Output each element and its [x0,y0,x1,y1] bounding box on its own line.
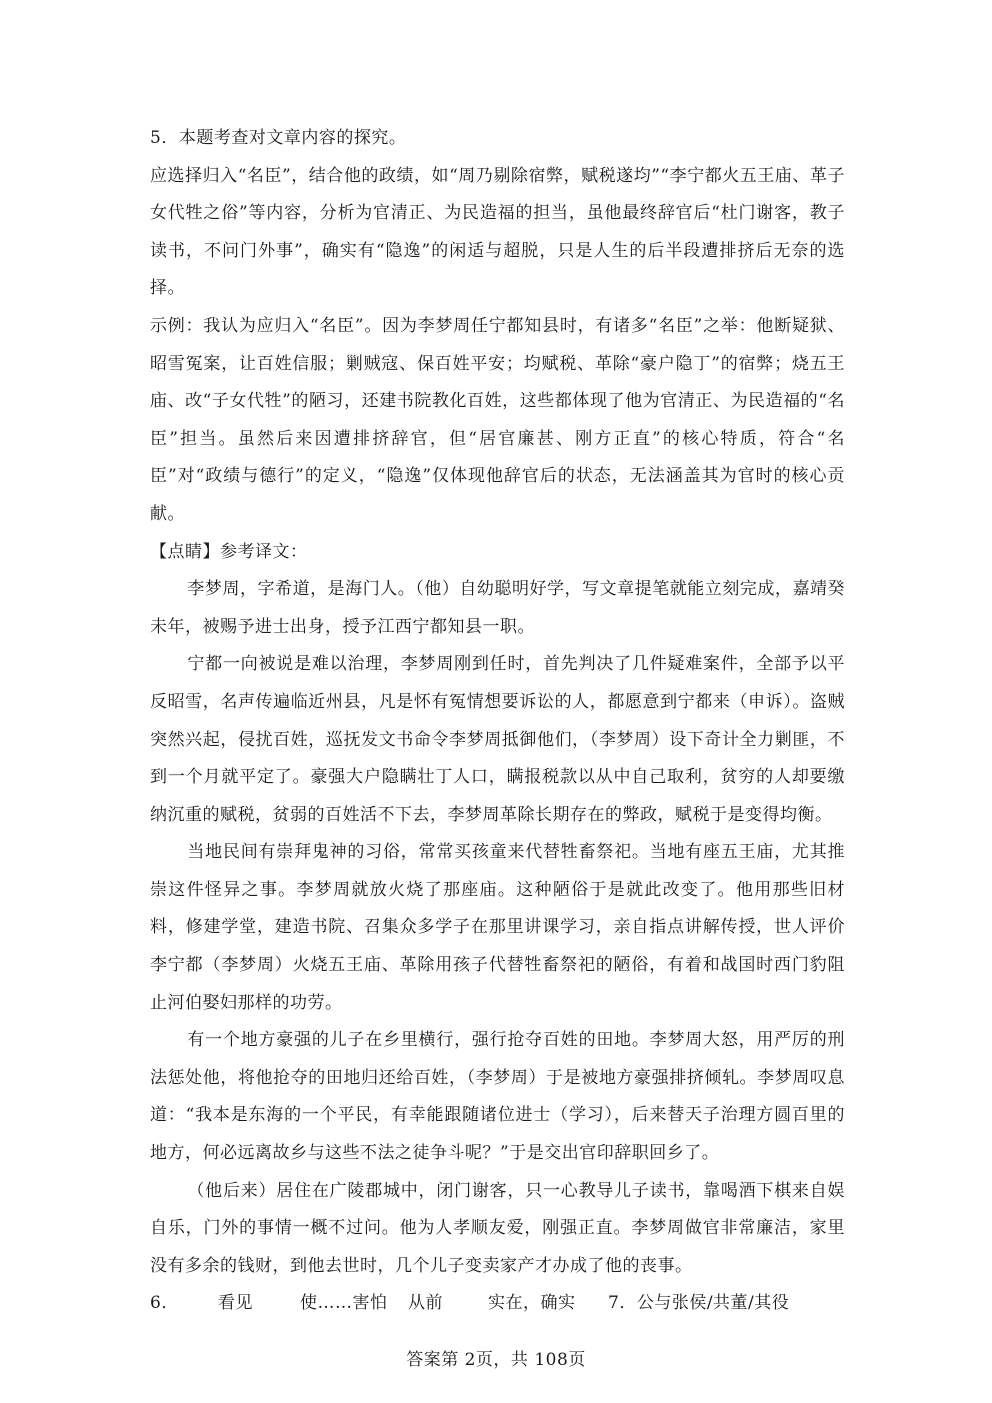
section5-example: 示例：我认为应归入“名臣”。因为李梦周任宁都知县时，有诸多“名臣”之举：他断疑狱、昭雪冤案，让百姓信服；剿贼寇、保百姓平安；均赋税、革除“豪户隐丁”的宿弊；烧五王庙、改“子女代牲”的陋习，还建书院教化百姓，这些都体现了他为官清正、为民造福的“名臣”担当。虽然后来因遭排挤辞官，但“居官廉甚、刚方正直”的核心特质，符合“名臣”对“政绩与德行”的定义，“隐逸”仅体现他辞官后的状态，无法涵盖其为官时的核心贡献。 [150,315,845,524]
q6-number: 6． [150,1293,179,1314]
translation-paragraph-3: 当地民间有崇拜鬼神的习俗，常常买孩童来代替牲畜祭祀。当地有座五王庙，尤其推崇这件怪异之事。李梦周就放火烧了那座庙。这种陋俗于是就此改变了。他用那些旧材料，修建学堂，建造书院、召集众多学子在那里讲课学习，亲自指点讲解传授，世人评价李宁都（李梦周）火烧五王庙、革除用孩子代替牲畜祭祀的陋俗，有着和战国时西门豹阻止河伯娶妇那样的功劳。 [150,842,845,1013]
page-footer: 答案第 2页，共 108页 [406,1350,586,1370]
section5-heading: 5．本题考查对文章内容的探究。 [150,128,407,148]
answer-content [150,120,845,1323]
translation-paragraph-4: 有一个地方豪强的儿子在乡里横行，强行抢夺百姓的田地。李梦周大怒，用严厉的刑法惩处他，将他抢夺的田地归还给百姓，（李梦周）于是被地方豪强排挤倾轧。李梦周叹息道：“我本是东海的一个平民，有幸能跟随诸位进士（学习），后来替天子治理方圆百里的地方，何必远离故乡与这些不法之徒争斗呢？”于是交出官印辞职回乡了。 [150,1030,845,1164]
q6-answer-1: 看见 [218,1293,253,1314]
translation-paragraph-5: （他后来）居住在广陵郡城中，闭门谢客，只一心教导儿子读书，靠喝酒下棋来自娱自乐，门外的事情一概不过问。他为人孝顺友爱，刚强正直。李梦周做官非常廉洁，家里没有多余的钱财，到他去世时，几个儿子变卖家产才办成了他的丧事。 [150,1180,845,1276]
answers-line [150,1285,845,1323]
q7-answer: 7．公与张侯/共董/其役 [608,1293,790,1314]
section5-analysis: 应选择归入“名臣”，结合他的政绩，如“周乃剔除宿弊，赋税遂均”“李宁都火五王庙、革子女代牲之俗”等内容，分析为官清正、为民造福的担当，虽他最终辞官后“杜门谢客，教子读书，不问门外事”，确实有“隐逸”的闲适与超脱，只是人生的后半段遭排挤后无奈的选择。 [150,165,845,299]
translation-paragraph-2: 宁都一向被说是难以治理，李梦周刚到任时，首先判决了几件疑难案件，全部予以平反昭雪，名声传遍临近州县，凡是怀有冤情想要诉讼的人，都愿意到宁都来（申诉）。盗贼突然兴起，侵扰百姓，巡抚发文书命令李梦周抵御他们，（李梦周）设下奇计全力剿匪，不到一个月就平定了。豪强大户隐瞒壮丁人口，瞒报税款以从中自己取利，贫穷的人却要缴纳沉重的赋税，贫弱的百姓活不下去，李梦周革除长期存在的弊政，赋税于是变得均衡。 [150,654,845,825]
q6-answer-3: 从前 [408,1293,443,1314]
q6-answer-4: 实在，确实 [488,1293,576,1314]
dianjing-label: 【点睛】参考译文： [150,541,308,562]
translation-paragraph-1: 李梦周，字希道，是海门人。（他）自幼聪明好学，写文章提笔就能立刻完成，嘉靖癸未年，被赐予进士出身，授予江西宁都知县一职。 [150,579,845,637]
q6-answer-2: 使……害怕 [300,1293,388,1314]
